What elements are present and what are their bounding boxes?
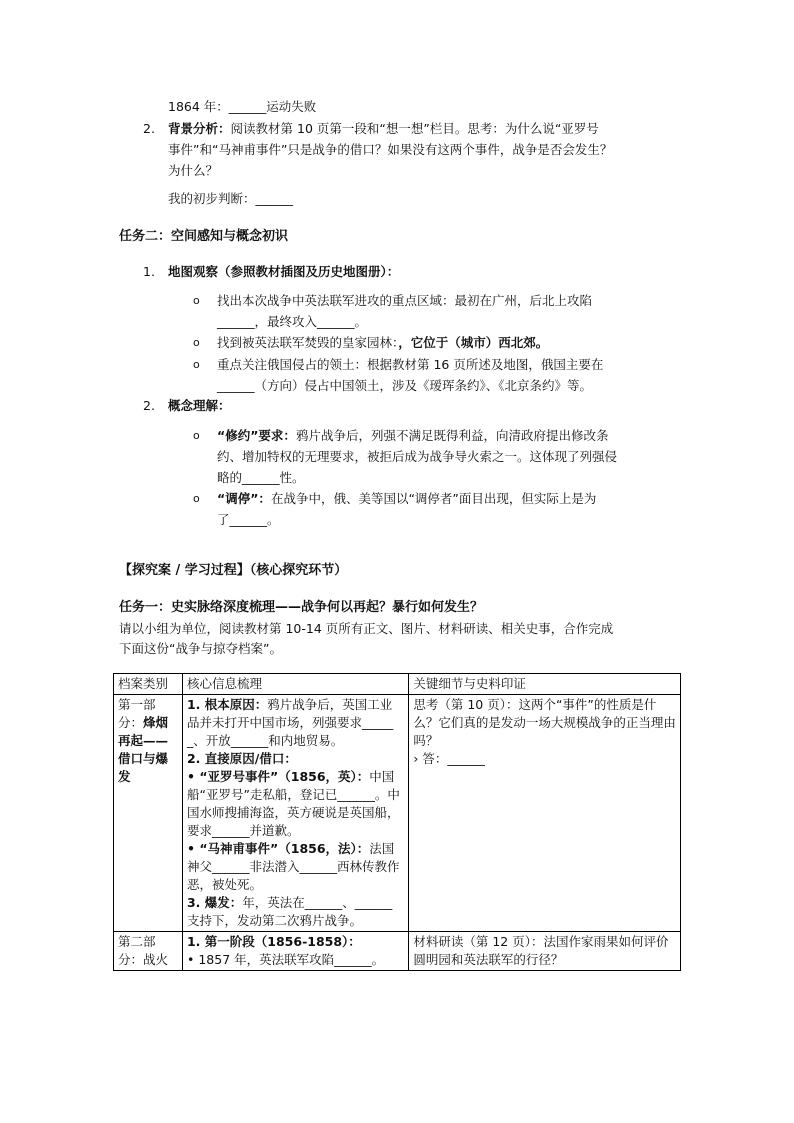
background-analysis	[168, 120, 599, 138]
task2-heading: 任务二：空间感知与概念初识	[119, 229, 289, 244]
map-observation-label: 地图观察（参照教材插图及历史地图册）：	[168, 264, 400, 279]
line-1864: 1864 年：______运动失败	[168, 99, 317, 114]
bullet-text: 了______。	[217, 512, 280, 527]
bullet-icon: o	[193, 492, 200, 505]
explore-heading: 【探究案 / 学习过程】（核心探究环节）	[119, 563, 348, 578]
bullet-icon: o	[193, 336, 200, 349]
bullet-text-part: 鸦片战争后，列强不满足既得利益，向清政府提出修改条	[295, 428, 609, 443]
think-label: 思考（第 10 页）：	[413, 697, 519, 712]
war-archive-table	[113, 673, 681, 971]
bullet-text: 找出本次战争中英法联军进攻的重点区域：最初在广州，后北上攻陷	[217, 293, 593, 308]
incident-title: • “亚罗号事件”（1856，英）：	[186, 769, 370, 784]
priest-incident	[187, 840, 404, 894]
term: “调停”：	[217, 491, 271, 506]
detail-cell	[409, 932, 681, 971]
table-row	[114, 695, 681, 932]
bullet-icon: o	[193, 429, 200, 442]
bullet-text	[217, 334, 548, 352]
table-header: 档案类别	[114, 674, 183, 695]
item-number: 2.	[143, 121, 155, 136]
table-header-row	[114, 674, 681, 695]
category-label: 第一部分：	[118, 697, 156, 730]
category-title: 分：战火	[118, 952, 169, 967]
category-cell	[114, 932, 183, 971]
material-text: 法国作家雨果如何评价圆明园和英法联军的行径？	[413, 934, 669, 967]
concept-label: 概念理解：	[168, 398, 231, 413]
bullet-text-part: 找到被英法联军焚毁的皇家园林：	[217, 335, 399, 350]
task1-heading: 任务一：史实脉络深度梳理——战争何以再起？暴行如何发生？	[119, 600, 484, 615]
item-label: 背景分析：	[168, 121, 231, 136]
detail-cell	[409, 695, 681, 932]
think-text: 这两个“事件”的性质是什么？它们真的是发动一场大规模战争的正当理由吗？	[413, 697, 676, 748]
cause-text: 鸦片战争后，英国工业品并未打开中国市场，列强要求______、开放______和内地贸易。	[186, 697, 394, 748]
root-cause	[187, 696, 404, 750]
item-number: 2.	[143, 398, 155, 413]
material-reading	[413, 933, 676, 969]
outbreak	[187, 894, 404, 930]
item-text: 阅读教材第 10 页第一段和“想一想”栏目。思考：为什么说“亚罗号	[230, 121, 599, 136]
task1-description: 下面这份“战争与掠夺档案”。	[119, 641, 282, 656]
core-info-cell	[182, 932, 408, 971]
stage-text: • 1857 年，英法联军攻陷______。	[186, 952, 385, 967]
bullet-text-part: ，它位于（城市）西北郊。	[398, 335, 549, 350]
incident-text: 法国神父______非法潜入______西林传教作恶，被处死。	[186, 841, 400, 892]
table-header: 核心信息梳理	[182, 674, 408, 695]
bullet-text	[217, 490, 596, 508]
bullet-text: 略的______性。	[217, 470, 305, 485]
outbreak-text: 年，英法在______、______支持下，发动第二次鸦片战争。	[186, 895, 393, 928]
table-row	[114, 932, 681, 971]
answer-line: › 答：______	[413, 751, 485, 766]
bullet-text: ______（方向）侵占中国领土，涉及《瑷珲条约》、《北京条约》等。	[217, 378, 593, 393]
bullet-text: ______，最终攻入______。	[217, 314, 368, 329]
bullet-icon: o	[193, 358, 200, 371]
stage-label: 1. 第一阶段（1856-1858）：	[186, 934, 361, 949]
core-info-cell	[182, 695, 408, 932]
direct-cause-label: 2. 直接原因/借口：	[186, 751, 297, 766]
item-text-line: 为什么？	[168, 163, 219, 178]
bullet-text-part: 在战争中，俄、美等国以“调停者”面目出现，但实际上是为	[270, 491, 597, 506]
incident-title: • “马神甫事件”（1856，法）：	[186, 841, 370, 856]
bullet-text: 约、增加特权的无理要求，被拒后成为战争导火索之一。这体现了列强侵	[217, 449, 618, 464]
category-title: 烽烟再起——借口与爆发	[118, 715, 169, 784]
bullet-text: 重点关注俄国侵占的领土：根据教材第 16 页所述及地图，俄国主要在	[217, 357, 604, 372]
category-label: 第二部	[118, 934, 156, 949]
category-cell	[114, 695, 183, 932]
item-number: 1.	[143, 264, 155, 279]
arrow-incident	[187, 768, 404, 840]
outbreak-label: 3. 爆发：	[186, 895, 243, 910]
incident-text: 中国船“亚罗号”走私船，登记已______。中国水师搜捕海盗，英方硬说是英国船，要求______并道歉。	[186, 769, 400, 838]
material-label: 材料研读（第 12 页）：	[413, 934, 544, 949]
bullet-text	[217, 427, 608, 445]
term: “修约”要求：	[217, 428, 296, 443]
think-question	[413, 696, 676, 750]
table-header: 关键细节与史料印证	[409, 674, 681, 695]
bullet-icon: o	[193, 294, 200, 307]
task1-description: 请以小组为单位，阅读教材第 10-14 页所有正文、图片、材料研读、相关史事，合作完成	[119, 621, 614, 636]
initial-judgment: 我的初步判断：______	[168, 191, 294, 206]
item-text-line: 事件”和“马神甫事件”只是战争的借口？如果没有这两个事件，战争是否会发生？	[168, 142, 613, 157]
cause-label: 1. 根本原因：	[186, 697, 268, 712]
